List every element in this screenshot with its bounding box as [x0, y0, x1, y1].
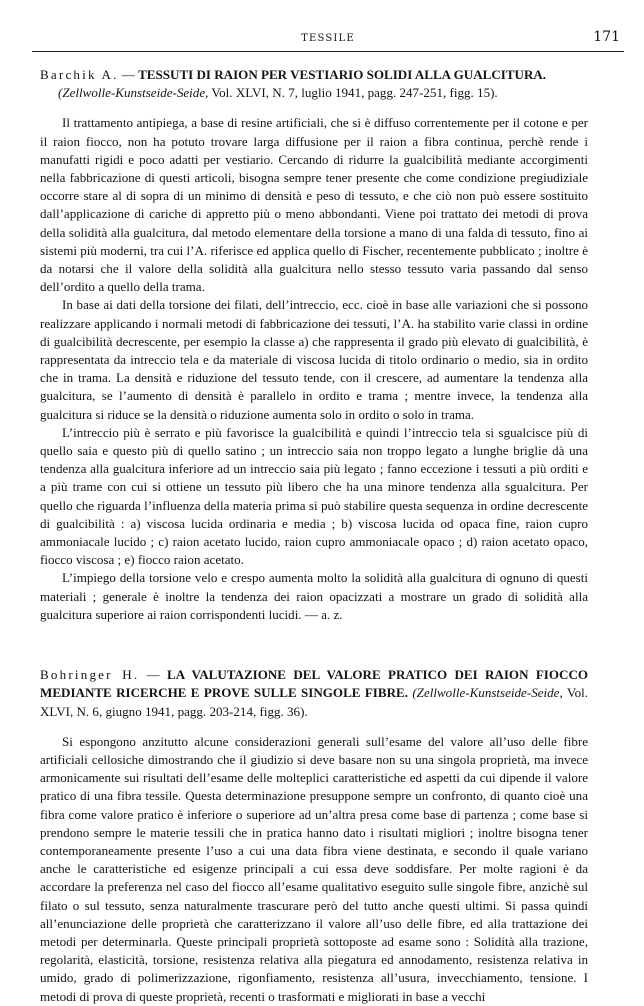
article-1-dash: — — [118, 67, 139, 82]
article-2-title: LA VALUTAZIONE DEL VALORE PRATICO DEI RAION FIOCCO MEDIANTE RICERCHE E PROVE SULLE SINGOLE FIBRE. — [40, 667, 589, 701]
article-1-title: TESSUTI DI RAION PER VESTIARIO SOLIDI ALLA GUALCITURA. — [138, 67, 547, 82]
running-head — [32, 28, 624, 50]
article-2-source-details: Vol. XLVI, N. 6, giugno 1941, pagg. 203-214, figg. 36). — [40, 685, 588, 719]
article-2-author: Bohringer H. — [40, 667, 140, 683]
article-1-author: Barchik A. — [40, 67, 119, 82]
header-rule — [32, 51, 624, 52]
article-2-dash: — — [139, 667, 168, 683]
article-2-source-journal: (Zellwolle-Kunstseide-Seide, — [407, 685, 563, 701]
article-1-paragraph-2: In base ai dati della torsione dei filati, dell’intreccio, ecc. cioè in base alle variazioni che si possono realizzare applicando i normali metodi di fabbricazione dei tessuti, l’A. ha stabilito varie classi in ordine di gualcibilità decrescente, per esempio la classe a) che rappresenta il grado più elevato di gualcibilità, è rappresentata da intreccio tela e da materiale di viscosa lucida di titolo ordinario o medio, sia in ordito che in trama. La densità e riduzione del tessuto tende, con il crescere, ad aumentare la tendenza alla gualcitura, se l’aumento di densità è parallelo in ordito e trama ; mentre invece, la tendenza alla gualcitura si riduce se la densità o riduzione aumenta solo in ordito o solo in trama. — [40, 297, 588, 422]
page-content — [40, 66, 588, 1006]
page-number: 171 — [593, 29, 620, 45]
article-1-paragraph-3: L’intreccio più è serrato e più favorisce la gualcibilità e quindi l’intreccio tela si sgualcisce più di quello saia e questo più di quello satino ; un intreccio saia non troppo legato a lunghe briglie dà una tendenza alla gualcitura inferiore ad un intreccio saia più legato ; fanno eccezione i tessuti a più orditi e a più trame con cui si ottiene un tessuto più libero che ha una minore tendenza alla sgualcitura. Per quello che riguarda l’influenza della materia prima si può stabilire questa sequenza in ordine decrescente di gualcibilità : a) viscosa lucida ordinaria e media ; b) viscosa lucida od opaca fine, raion cupro ammoniacale lucido ; c) raion acetato lucido, raion cupro ammoniacale opaco ; d) raion acetato opaco, fiocco viscosa ; e) fiocco raion acetato. — [40, 424, 588, 568]
article-2-paragraph-1: Si espongono anzitutto alcune considerazioni generali sull’esame del valore all’uso delle fibre artificiali cellosiche dimostrando che il giudizio si deve basare non su una singola proprietà, ma invece armonicamente sui risultati dell’esame delle molteplici caratteristiche ed aspetti da cui dipende il valore pratico di una fibra tessile. Questa determinazione presuppone sempre un confronto, di quanto cioè una fibra come valore pratico è inferiore o superiore ad un’altra presa come base di partenza ; come base si prendono sempre le materie tessili che in pratica hanno dato i risultati migliori ; inoltre bisogna tener contemporaneamente presente l’uso a cui una data fibra viene destinata, e secondo il quale variano anche le caratteristiche ed esigenze principali a cui essa deve soddisfare. Per molte ragioni è da accordare la preferenza nel caso del fiocco all’esame qualitativo eseguito sulle singole fibre, anzichè sul filato o sul tessuto, senza naturalmente trascurare però del tutto anche questi ultimi. Si passa quindi all’enunciazione delle proprietà che caratterizzano il valore all’uso delle fibre, ed alla trattazione dei metodi per determinarla. Queste principali proprietà sottoposte ad esame sono : Solidità alla trazione, regolarità, elasticità, torsione, resistenza relativa alla piegatura ed annodamento, resistenza relativa in umido, grado di polimerizzazione, rigonfiamento, resistenza all’usura, invecchiamento, tensione. I metodi di prova di queste proprietà, recenti o trasformati e migliorati in base a vecchi — [40, 733, 588, 1004]
article-1-source-journal: (Zellwolle-Kunstseide-Seide, — [58, 85, 209, 101]
article-1-paragraph-4: L’impiego della torsione velo e crespo aumenta molto la solidità alla gualcitura di ognuno di questi materiali ; generale è inoltre la tendenza dei raion opacizzati a mostrare un grado di solidità alla gualcitura superiore ai raion corrispondenti lucidi. — a. z. — [40, 570, 588, 622]
running-head-title: TESSILE — [301, 33, 355, 44]
article-1-paragraph-1: Il trattamento antipiega, a base di resine artificiali, che si è diffuso correntemente per il cotone e per il raion fiocco, non ha potuto trovare larga diffusione per il raion a fibra continua, perchè rende i manufatti rigidi e poco adatti per vestiario. Cercando di ridurre la gualcibilità mediante accorgimenti nella fabbricazione di questi articoli, bisogna sempre tener presente che come condizione pregiudiziale occorre stare al di sopra di un minimo di densità e peso di tessuto, e che ciò non può essere sostituito dall’applicazione di cariche di appretto più o meno abbondanti. Viene poi trattato dei metodi di prova della solidità alla gualcitura, dal metodo elementare della torsione a mano di una falda di tessuto, fino ai sistemi più moderni, tra cui l’A. riferisce ed applica quello di Fischer, recentemente pubblicato ; inoltre è da notarsi che il valore della solidità alla gualcitura nello stesso tessuto varia passando dal senso dell’ordito a quello della trama. — [40, 115, 588, 295]
article-2-heading — [40, 666, 588, 721]
article-1-source-details: Vol. XLVI, N. 7, luglio 1941, pagg. 247-251, figg. 15). — [208, 85, 498, 101]
article-1-heading — [40, 66, 588, 102]
